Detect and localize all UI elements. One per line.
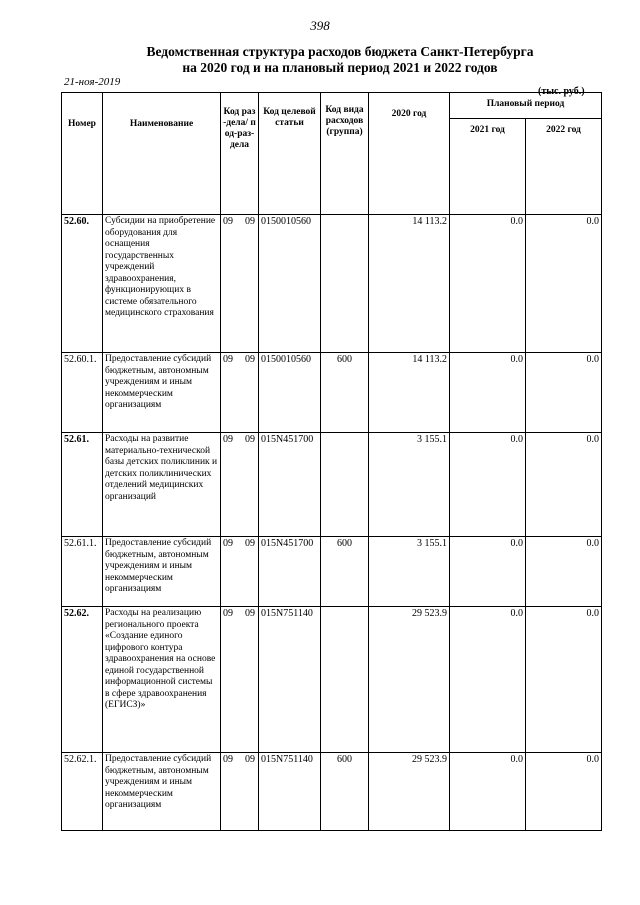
row-2022: 0.0: [526, 215, 602, 353]
row-kvr: 600: [321, 353, 369, 433]
header-2020: 2020 год: [369, 93, 450, 215]
title-line-1: Ведомственная структура расходов бюджета Санкт-Петербурга: [146, 44, 534, 59]
row-section: 09 09: [221, 215, 259, 353]
header-2021: 2021 год: [450, 119, 526, 215]
row-2022: 0.0: [526, 353, 602, 433]
row-2021: 0.0: [450, 353, 526, 433]
row-number: 52.62.: [62, 607, 103, 753]
row-2020: 29 523.9: [369, 753, 450, 831]
table-row: [62, 433, 602, 537]
row-number: 52.60.: [62, 215, 103, 353]
row-number: 52.61.1.: [62, 537, 103, 607]
row-kvr: [321, 433, 369, 537]
row-2020: 14 113.2: [369, 215, 450, 353]
table-row: [62, 607, 602, 753]
row-name: Субсидии на приобретение оборудования для оснащения государственных учреждений здравоохранения, функционирующих в системе обязательного медицинского страхования: [103, 215, 221, 353]
row-2022: 0.0: [526, 433, 602, 537]
row-section: 09 09: [221, 433, 259, 537]
row-target: 015N451700: [259, 433, 321, 537]
row-section: 09 09: [221, 607, 259, 753]
row-2021: 0.0: [450, 537, 526, 607]
row-2021: 0.0: [450, 607, 526, 753]
title-line-2: на 2020 год и на плановый период 2021 и 2022 годов: [182, 60, 498, 75]
row-kvr: [321, 607, 369, 753]
row-2020: 3 155.1: [369, 433, 450, 537]
row-2021: 0.0: [450, 215, 526, 353]
header-section: Код раз-дела/ под-раз-дела: [221, 93, 259, 215]
header-target: Код целевой статьи: [259, 93, 321, 215]
row-2022: 0.0: [526, 607, 602, 753]
budget-table: [61, 92, 602, 831]
header-planned-period: Плановый период: [450, 93, 602, 119]
document-title: [60, 44, 620, 76]
row-target: 015N751140: [259, 607, 321, 753]
row-target: 015N451700: [259, 537, 321, 607]
document-date: 21-ноя-2019: [64, 76, 121, 88]
row-name: Предоставление субсидий бюджетным, автономным учреждениям и иным некоммерческим организациям: [103, 537, 221, 607]
row-2021: 0.0: [450, 753, 526, 831]
page-number: 398: [310, 18, 330, 33]
row-2020: 14 113.2: [369, 353, 450, 433]
header-number: Номер: [62, 93, 103, 215]
row-kvr: [321, 215, 369, 353]
row-name: Расходы на реализацию регионального проекта «Создание единого цифрового контура здравоохранения на основе единой государственной информационной системы в сфере здравоохранения (ЕГИСЗ)»: [103, 607, 221, 753]
row-section: 09 09: [221, 537, 259, 607]
row-2021: 0.0: [450, 433, 526, 537]
table-row: [62, 537, 602, 607]
row-2022: 0.0: [526, 753, 602, 831]
row-number: 52.60.1.: [62, 353, 103, 433]
table-row: [62, 215, 602, 353]
row-2020: 29 523.9: [369, 607, 450, 753]
row-section: 09 09: [221, 353, 259, 433]
row-number: 52.62.1.: [62, 753, 103, 831]
row-target: 0150010560: [259, 353, 321, 433]
header-kvr: Код вида расходов (группа): [321, 93, 369, 215]
units-label: (тыс. руб.): [538, 86, 585, 97]
row-name: Предоставление субсидий бюджетным, автономным учреждениям и иным некоммерческим организациям: [103, 753, 221, 831]
header-name: Наименование: [103, 93, 221, 215]
row-target: 0150010560: [259, 215, 321, 353]
table-row: [62, 753, 602, 831]
row-2022: 0.0: [526, 537, 602, 607]
row-target: 015N751140: [259, 753, 321, 831]
row-name: Предоставление субсидий бюджетным, автономным учреждениям и иным некоммерческим организациям: [103, 353, 221, 433]
row-kvr: 600: [321, 753, 369, 831]
header-2022: 2022 год: [526, 119, 602, 215]
row-kvr: 600: [321, 537, 369, 607]
table-row: [62, 353, 602, 433]
row-name: Расходы на развитие материально-технической базы детских поликлиник и детских поликлинических отделений медицинских организаций: [103, 433, 221, 537]
row-2020: 3 155.1: [369, 537, 450, 607]
row-number: 52.61.: [62, 433, 103, 537]
row-section: 09 09: [221, 753, 259, 831]
